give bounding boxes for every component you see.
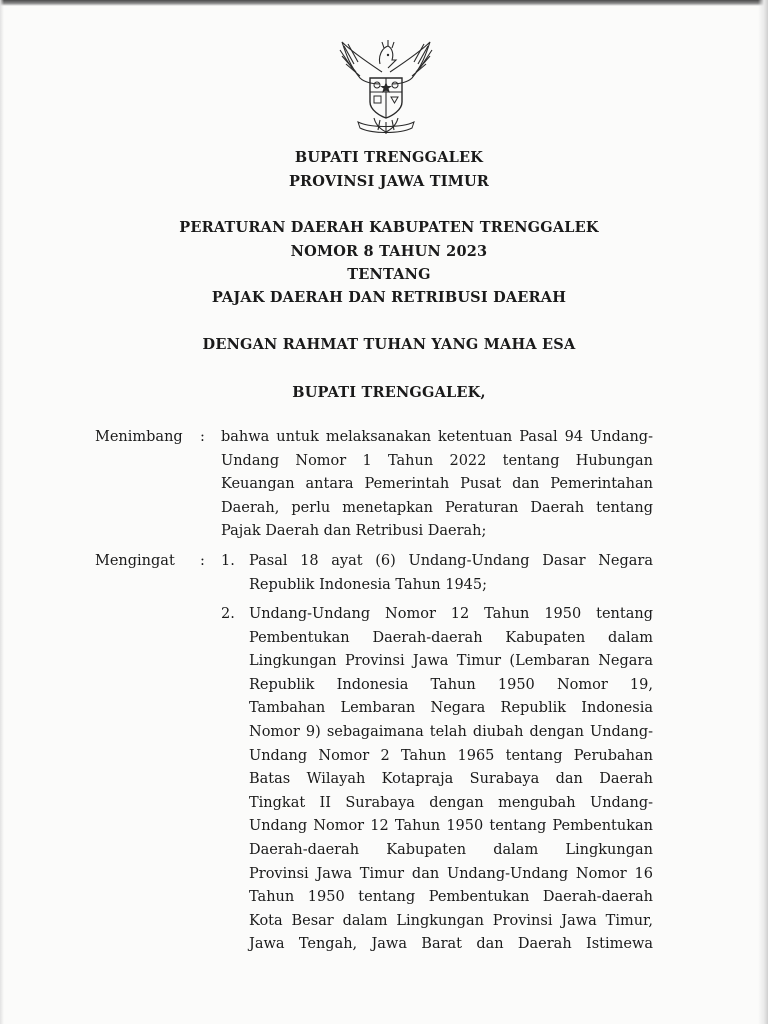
mengingat-line: Jawa Tengah, Jawa Barat dan Daerah Istimewa [249,936,653,953]
garuda-emblem [330,34,442,138]
menimbang-line: Daerah, perlu menetapkan Peraturan Daerah tentang [221,499,653,516]
mengingat-line: Lingkungan Provinsi Jawa Timur (Lembaran Negara [249,653,653,670]
menimbang-line: Keuangan antara Pemerintah Pusat dan Pemerintahan [221,476,653,493]
mengingat-item-1 [249,550,653,597]
menimbang-text [221,426,653,544]
scan-edge-top [0,0,768,6]
mengingat-line: Provinsi Jawa Timur dan Undang-Undang Nomor 16 [249,865,653,882]
mengingat-line: Pasal 18 ayat (6) Undang-Undang Dasar Negara [249,553,653,569]
mengingat-label: Mengingat [95,553,175,569]
mengingat-line: Daerah-daerah Kabupaten dalam Lingkungan [249,841,653,858]
mengingat-item-number: 2. [221,606,235,622]
mengingat-line: Pembentukan Daerah-daerah Kabupaten dalam [249,629,653,646]
mengingat-line: Tingkat II Surabaya dengan mengubah Undang- [249,794,653,811]
mengingat-line: Nomor 9) sebagaimana telah diubah dengan Undang- [249,723,653,740]
menimbang-line: Undang Nomor 1 Tahun 2022 tentang Hubungan [221,452,653,469]
menimbang-colon: : [200,429,205,445]
regulation-tentang: TENTANG [347,266,431,283]
mengingat-line: Republik Indonesia Tahun 1950 Nomor 19, [249,676,653,693]
mengingat-item-number: 1. [221,553,235,569]
menimbang-line: Pajak Daerah dan Retribusi Daerah; [221,523,487,540]
mengingat-line: Tambahan Lembaran Negara Republik Indonesia [249,700,653,717]
mengingat-item-2 [249,603,653,957]
mengingat-colon: : [200,553,205,569]
mengingat-line: Undang-Undang Nomor 12 Tahun 1950 tentang [249,606,653,622]
mengingat-line: Undang Nomor 2 Tahun 1965 tentang Perubahan [249,747,653,764]
regulation-subject: PAJAK DAERAH DAN RETRIBUSI DAERAH [211,289,567,306]
province-title: PROVINSI JAWA TIMUR [288,173,490,190]
mengingat-line: Tahun 1950 tentang Pembentukan Daerah-daerah [249,889,653,906]
invocation: DENGAN RAHMAT TUHAN YANG MAHA ESA [202,336,576,353]
mengingat-line: Kota Besar dalam Lingkungan Provinsi Jawa Timur, [249,912,653,929]
issuer: BUPATI TRENGGALEK, [292,384,486,401]
mengingat-line: Undang Nomor 12 Tahun 1950 tentang Pembentukan [249,818,653,835]
regulation-number: NOMOR 8 TAHUN 2023 [290,243,488,260]
official-title: BUPATI TRENGGALEK [294,149,484,166]
menimbang-label: Menimbang [95,429,183,445]
regulation-title-line1: PERATURAN DAERAH KABUPATEN TRENGGALEK [179,219,599,236]
menimbang-line: bahwa untuk melaksanakan ketentuan Pasal 94 Undang- [221,429,653,445]
mengingat-line: Republik Indonesia Tahun 1945; [249,576,488,593]
mengingat-line: Batas Wilayah Kotapraja Surabaya dan Daerah [249,771,653,788]
